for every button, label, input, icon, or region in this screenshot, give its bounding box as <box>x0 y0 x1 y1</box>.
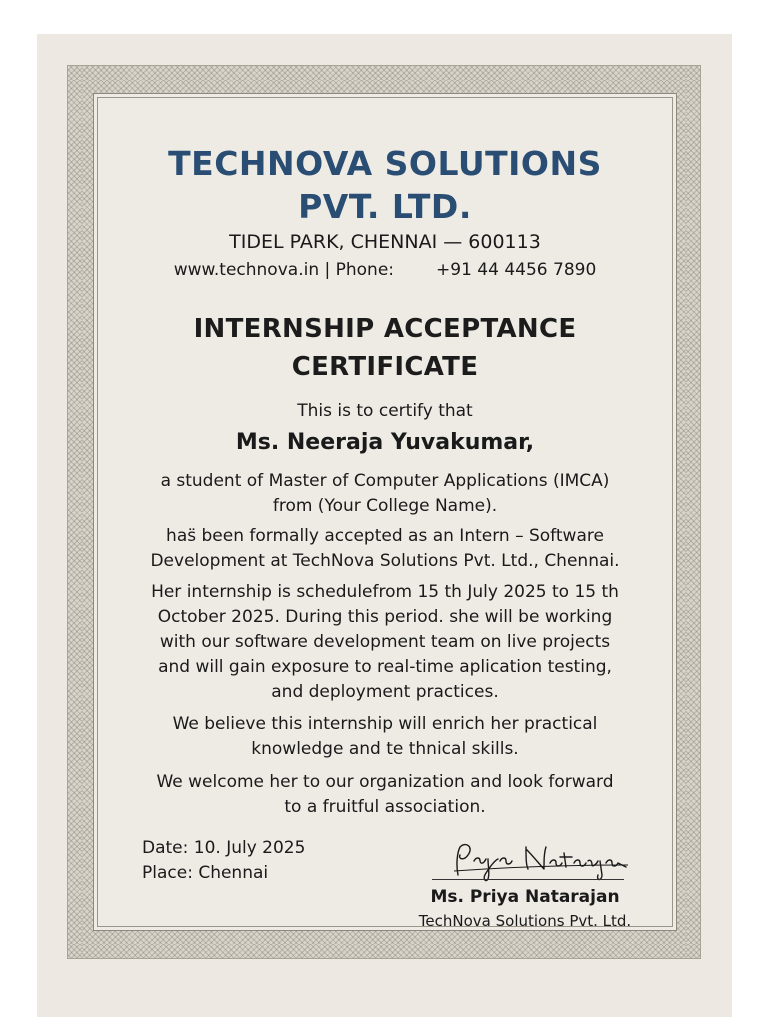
welcome-line-1: We welcome her to our organization and look forward <box>156 772 614 792</box>
certify-text: This is to certify that <box>297 401 473 421</box>
student-line-1: a student of Master of Computer Applications (IMCA) <box>160 471 610 491</box>
accepted-line-1: has̈ been formally accepted as an Intern – Software <box>166 526 604 546</box>
certificate-title <box>93 310 677 386</box>
company-name <box>93 142 677 228</box>
welcome-line-2: to a fruitful association. <box>284 797 486 817</box>
certificate-title-line2: CERTIFICATE <box>291 352 479 382</box>
student-line-2: from (Your College Name). <box>272 496 498 516</box>
signature-line <box>432 879 624 880</box>
student-details <box>93 469 677 519</box>
date-place-block <box>142 836 305 886</box>
issue-date: Date: 10. July 2025 <box>142 838 306 858</box>
schedule-line-4: and will gain exposure to real-time aplication testing, <box>158 657 612 677</box>
company-contact <box>93 258 677 282</box>
schedule-line-5: and deployment practices. <box>271 682 499 702</box>
certificate-title-line1: INTERNSHIP ACCEPTANCE <box>193 314 577 344</box>
schedule-paragraph <box>93 580 677 705</box>
company-phone: +91 44 4456 7890 <box>436 260 597 280</box>
schedule-line-3: with our software development team on live projects <box>159 632 611 652</box>
company-name-line1: TECHNOVA SOLUTIONS <box>168 144 602 183</box>
acceptance-statement <box>93 524 677 574</box>
signer-block <box>410 885 640 933</box>
schedule-line-1: Her internship is schedulefrom 15 th July 2025 to 15 th <box>151 582 619 602</box>
issue-place: Place: Chennai <box>142 863 269 883</box>
signer-name: Ms. Priya Natarajan <box>430 887 620 907</box>
accepted-line-2: Development at TechNova Solutions Pvt. Ltd., Chennai. <box>150 551 620 571</box>
belief-paragraph <box>93 712 677 762</box>
belief-line-1: We believe this internship will enrich her practical <box>172 714 598 734</box>
handwritten-signature <box>430 835 630 885</box>
belief-line-2: knowledge and te thnical skills. <box>251 739 519 759</box>
company-address: TIDEL PARK, CHENNAI — 600113 <box>229 231 541 253</box>
recipient-name: Ms. Neeraja Yuvakumar, <box>235 430 535 455</box>
company-website: www.technova.in | Phone: <box>173 260 395 280</box>
company-name-line2: PVT. LTD. <box>298 187 472 226</box>
schedule-line-2: October 2025. During this period. she will be working <box>157 607 613 627</box>
signer-organization: TechNova Solutions Pvt. Ltd. <box>418 912 632 930</box>
welcome-paragraph <box>93 770 677 820</box>
